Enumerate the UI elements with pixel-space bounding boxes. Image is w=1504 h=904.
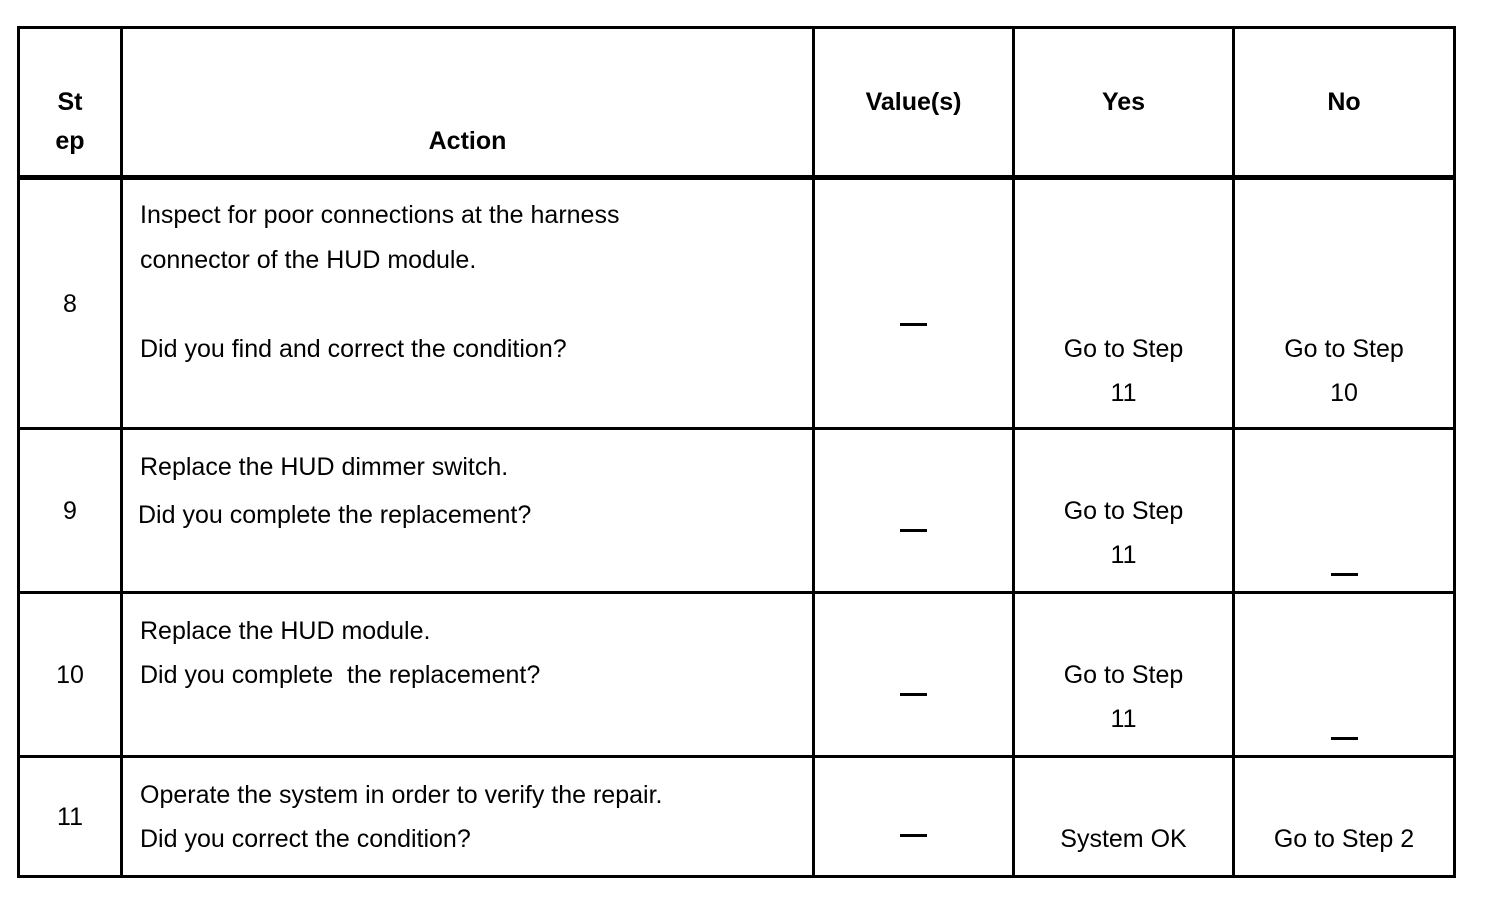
- action-text: Replace the HUD dimmer switch.: [140, 453, 509, 481]
- value-dash: [815, 674, 1012, 703]
- step-cell: [19, 593, 122, 757]
- dash-mark: [1331, 737, 1358, 740]
- dash-mark: [900, 693, 927, 696]
- action-question: Did you complete the replacement?: [138, 501, 532, 529]
- value-cell: [814, 178, 1014, 429]
- header-yes: [1014, 28, 1234, 178]
- no-dash: [1235, 554, 1453, 583]
- action-text: Operate the system in order to verify the repair.: [140, 781, 663, 809]
- no-text: Go to Step 2: [1273, 825, 1415, 853]
- no-text: Go to Step: [1284, 335, 1404, 363]
- action-question: Did you correct the condition?: [140, 825, 471, 853]
- action-question: Did you complete the replacement?: [140, 661, 541, 689]
- value-dash: [815, 815, 1012, 844]
- action-question: Did you find and correct the condition?: [140, 335, 567, 363]
- action-cell: [122, 429, 814, 593]
- dash-mark: [900, 834, 927, 837]
- value-dash: [815, 304, 1012, 333]
- dash-mark: [1331, 573, 1358, 576]
- yes-text: Go to Step: [1063, 661, 1184, 689]
- header-no-label: No: [1327, 88, 1361, 116]
- action-cell: [122, 178, 814, 429]
- header-yes-label: Yes: [1101, 88, 1146, 116]
- header-step: [19, 28, 122, 178]
- step-number: 11: [57, 803, 83, 831]
- diagnostic-table: [17, 26, 1456, 878]
- header-values: [814, 28, 1014, 178]
- yes-text: Go to Step: [1063, 497, 1184, 525]
- value-dash: [815, 510, 1012, 539]
- yes-text: Go to Step: [1063, 335, 1184, 363]
- header-action: [122, 28, 814, 178]
- header-action-label: Action: [428, 127, 507, 155]
- header-step-line2: ep: [55, 127, 85, 155]
- yes-step-number: 11: [1110, 379, 1137, 407]
- header-no: [1234, 28, 1455, 178]
- value-cell: [814, 757, 1014, 877]
- yes-text: System OK: [1060, 825, 1187, 853]
- value-cell: [814, 429, 1014, 593]
- table-row: [19, 757, 1455, 877]
- step-cell: [19, 178, 122, 429]
- step-number: 8: [63, 290, 77, 318]
- no-cell: [1234, 757, 1455, 877]
- action-text: Replace the HUD module.: [140, 617, 431, 645]
- no-cell: [1234, 178, 1455, 429]
- step-number: 9: [63, 497, 77, 525]
- table-row: [19, 429, 1455, 593]
- action-text: Inspect for poor connections at the harness: [140, 201, 620, 229]
- action-cell: [122, 757, 814, 877]
- dash-mark: [900, 323, 927, 326]
- no-cell: [1234, 593, 1455, 757]
- yes-cell: [1014, 178, 1234, 429]
- yes-cell: [1014, 593, 1234, 757]
- yes-step-number: 11: [1110, 705, 1137, 733]
- action-cell: [122, 593, 814, 757]
- header-values-label: Value(s): [865, 88, 962, 116]
- no-cell: [1234, 429, 1455, 593]
- step-cell: [19, 429, 122, 593]
- value-cell: [814, 593, 1014, 757]
- step-cell: [19, 757, 122, 877]
- action-text: connector of the HUD module.: [140, 246, 477, 274]
- table-row: [19, 593, 1455, 757]
- header-row: [19, 28, 1455, 178]
- dash-mark: [900, 529, 927, 532]
- yes-step-number: 11: [1110, 541, 1137, 569]
- no-step-number: 10: [1330, 379, 1358, 407]
- yes-cell: [1014, 757, 1234, 877]
- table-row: [19, 178, 1455, 429]
- no-dash: [1235, 718, 1453, 747]
- step-number: 10: [56, 661, 84, 689]
- header-step-line1: St: [57, 88, 83, 116]
- yes-cell: [1014, 429, 1234, 593]
